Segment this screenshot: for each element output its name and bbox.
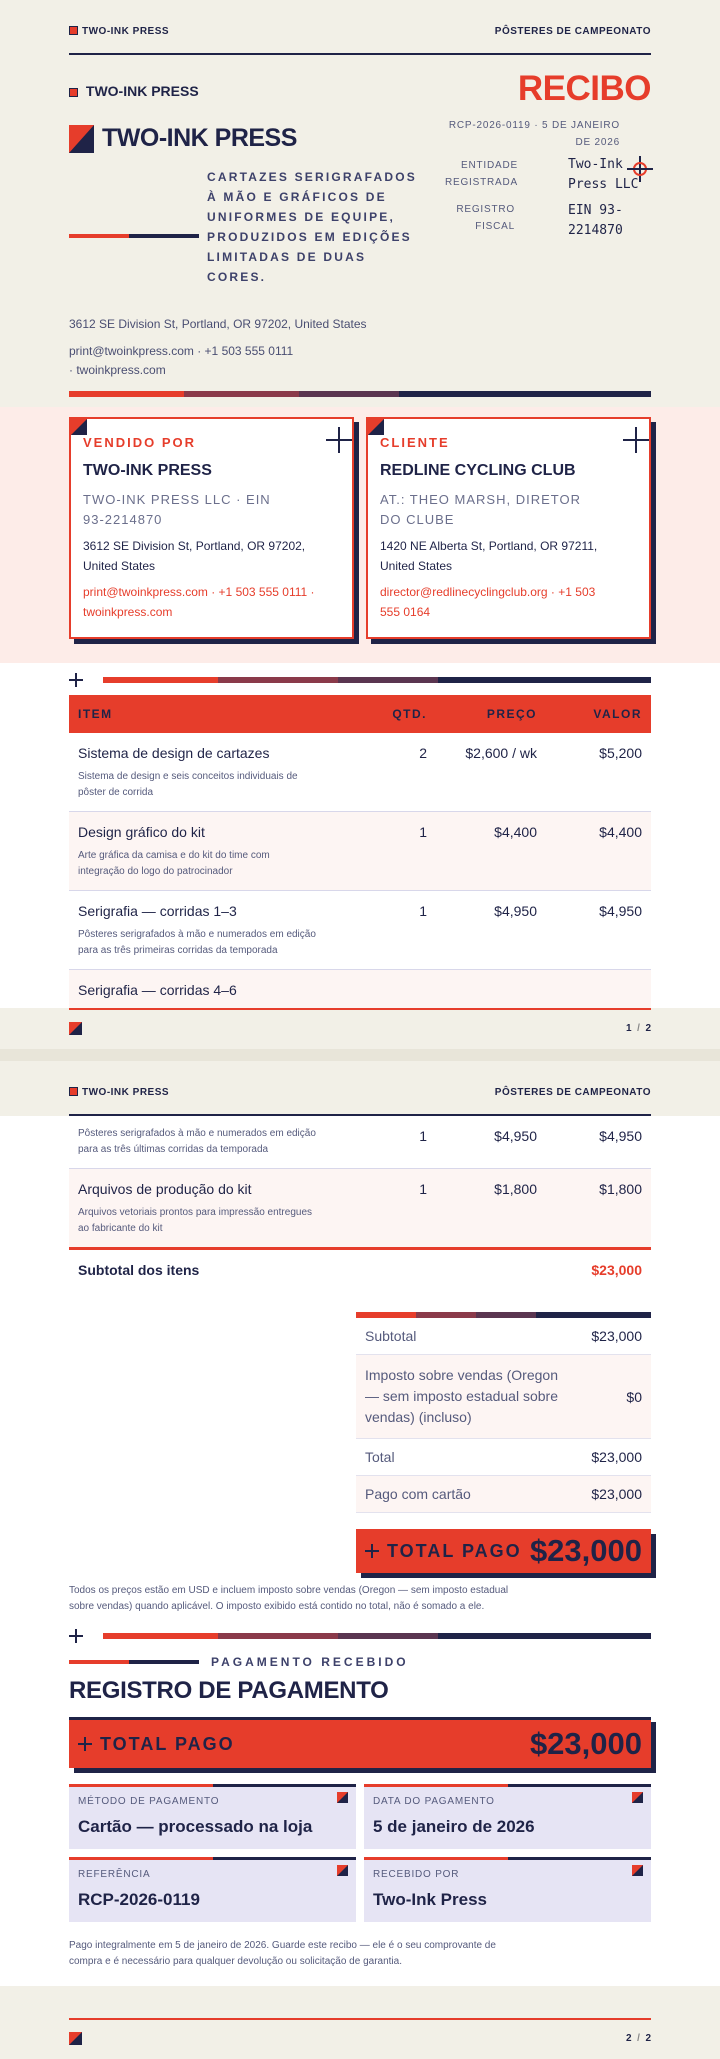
- table-row: Sistema de design de cartazes Sistema de design e seis conceitos individuais de pôster de corrida 2 $2,600 / wk $5,200: [69, 733, 651, 812]
- payment-details: [69, 1784, 651, 1922]
- col-item: ITEM: [69, 695, 376, 733]
- tax-note: Todos os preços estão em USD e incluem imposto sobre vendas (Oregon — sem imposto estadual sobre vendas) quando aplicável. O imposto exibido está contido no total, não é somado a ele.: [69, 1585, 509, 1612]
- seller-label: VENDIDO POR: [83, 435, 197, 450]
- total-row: Total $23,000: [356, 1439, 651, 1476]
- table-row: Serigrafia — corridas 4–6: [69, 970, 651, 1009]
- page-gap: [0, 1049, 720, 1061]
- payment-total-box: TOTAL PAGO $23,000: [69, 1717, 651, 1768]
- crosshair-icon: [326, 427, 344, 445]
- header-right-label: PÔSTERES DE CAMPEONATO: [494, 26, 651, 37]
- client-address: 1420 NE Alberta St, Portland, OR 97211, United States: [380, 539, 598, 573]
- hero: [0, 55, 720, 395]
- header-brand: TWO-INK PRESS: [69, 1087, 169, 1098]
- col-price: PREÇO: [436, 695, 546, 733]
- payment-footnote: Pago integralmente em 5 de janeiro de 2026. Guarde este recibo — ele é o seu comprovante de compra e é necessário para qualquer devolução ou solicitação de garantia.: [69, 1940, 496, 1967]
- corner-mark-icon: [368, 419, 384, 435]
- items-table: [69, 695, 651, 1008]
- tagline: CARTAZES SERIGRAFADOS À MÃO E GRÁFICOS DE UNIFORMES DE EQUIPE, PRODUZIDOS EM EDIÇÕES LIMITADAS DE DUAS CORES.: [207, 170, 417, 284]
- col-qty: QTD.: [376, 695, 436, 733]
- tax-label: REGISTRO FISCAL: [456, 204, 515, 232]
- page-number: 2 / 2: [625, 2033, 651, 2044]
- crosshair-icon: [78, 1737, 92, 1751]
- document-title: RECIBO: [517, 69, 651, 108]
- client-card: [366, 417, 651, 639]
- table-row: Design gráfico do kit Arte gráfica da camisa e do kit do time com integração do logo do patrocinador 1 $4,400 $4,400: [69, 812, 651, 891]
- page-header: [69, 0, 651, 55]
- header-brand: TWO-INK PRESS: [69, 26, 169, 37]
- registration-mark-icon: [627, 156, 653, 182]
- corner-mark-icon: [337, 1865, 348, 1876]
- page-footer: [0, 1986, 720, 2059]
- brand-mark-icon: [69, 1087, 78, 1096]
- table-row: Serigrafia — corridas 1–3 Pôsteres serigrafados à mão e numerados em edição para as três primeiras corridas da temporada 1 $4,950 $4,950: [69, 891, 651, 970]
- subtotal-row: Subtotal $23,000: [356, 1318, 651, 1355]
- brand-mark-icon: [69, 26, 78, 35]
- payment-received-by: RECEBIDO POR Two-Ink Press: [364, 1857, 651, 1922]
- page-2-body: [0, 1116, 720, 1986]
- business-contact: print@twoinkpress.com · +1 503 555 0111 · twoinkpress.com: [69, 344, 294, 377]
- col-value: VALOR: [546, 695, 651, 733]
- table-header: [69, 695, 651, 733]
- entity-value: Two-Ink Press LLC: [568, 157, 639, 192]
- business-address: 3612 SE Division St, Portland, OR 97202, United States: [69, 317, 367, 331]
- page-header: [69, 1061, 651, 1116]
- total-paid-box: TOTAL PAGO $23,000: [356, 1529, 651, 1573]
- corner-mark-icon: [337, 1792, 348, 1803]
- payment-eyebrow: PAGAMENTO RECEBIDO: [69, 1655, 651, 1669]
- corner-mark-icon: [71, 419, 87, 435]
- paid-row: Pago com cartão $23,000: [356, 1476, 651, 1513]
- parties: [0, 407, 720, 663]
- receipt-ref-date: RCP-2026-0119 · 5 DE JANEIRO DE 2026: [448, 120, 620, 148]
- table-row: Arquivos de produção do kit Arquivos vetoriais prontos para impressão entregues ao fabricante do kit 1 $1,800 $1,800: [69, 1169, 651, 1248]
- brand-mark-icon: [69, 88, 78, 97]
- brand-logo: TWO-INK PRESS: [69, 124, 297, 153]
- crosshair-icon: [69, 673, 83, 687]
- payment-reference: REFERÊNCIA RCP-2026-0119: [69, 1857, 356, 1922]
- page-footer: [0, 1008, 720, 1049]
- tax-value: EIN 93- 2214870: [568, 203, 623, 238]
- payment-method: MÉTODO DE PAGAMENTO Cartão — processado na loja: [69, 1784, 356, 1849]
- corner-mark-icon: [632, 1865, 643, 1876]
- header-right-label: PÔSTERES DE CAMPEONATO: [494, 1087, 651, 1098]
- section-divider: [0, 663, 720, 687]
- totals-panel: [356, 1312, 651, 1573]
- client-label: CLIENTE: [380, 435, 450, 450]
- logo-icon: [69, 1022, 82, 1035]
- seller-contact[interactable]: print@twoinkpress.com · +1 503 555 0111 · twoinkpress.com: [83, 585, 315, 619]
- crosshair-icon: [69, 1629, 83, 1643]
- section-divider: [69, 1629, 651, 1643]
- entity-label: ENTIDADE REGISTRADA: [444, 160, 518, 188]
- seller-legal: TWO-INK PRESS LLC · EIN 93-2214870: [83, 492, 271, 527]
- line-items: [0, 687, 720, 1008]
- items-subtotal: Subtotal dos itens $23,000: [69, 1247, 651, 1290]
- payment-date: DATA DO PAGAMENTO 5 de janeiro de 2026: [364, 1784, 651, 1849]
- crosshair-icon: [623, 427, 641, 445]
- client-name: REDLINE CYCLING CLUB: [380, 462, 576, 479]
- tax-row: Imposto sobre vendas (Oregon — sem imposto estadual sobre vendas) (incluso) $0: [356, 1355, 651, 1439]
- page-2: [0, 1061, 720, 2059]
- items-table-continued: [69, 1116, 651, 1247]
- client-contact[interactable]: director@redlinecyclingclub.org · +1 503 555 0164: [380, 585, 596, 619]
- logo-icon: [69, 125, 94, 153]
- page-number: 1 / 2: [625, 1023, 651, 1034]
- seller-name: TWO-INK PRESS: [83, 462, 212, 479]
- seller-card: [69, 417, 354, 639]
- client-attention: AT.: THEO MARSH, DIRETOR DO CLUBE: [380, 492, 581, 527]
- tagline-rule: [69, 234, 199, 238]
- table-row: Pôsteres serigrafados à mão e numerados em edição para as três últimas corridas da temporada 1 $4,950 $4,950: [69, 1116, 651, 1169]
- logo-icon: [69, 2032, 82, 2045]
- seller-address: 3612 SE Division St, Portland, OR 97202, United States: [83, 539, 306, 573]
- brand-small: TWO-INK PRESS: [69, 83, 199, 99]
- payment-title: REGISTRO DE PAGAMENTO: [69, 1677, 389, 1704]
- corner-mark-icon: [632, 1792, 643, 1803]
- crosshair-icon: [365, 1544, 379, 1558]
